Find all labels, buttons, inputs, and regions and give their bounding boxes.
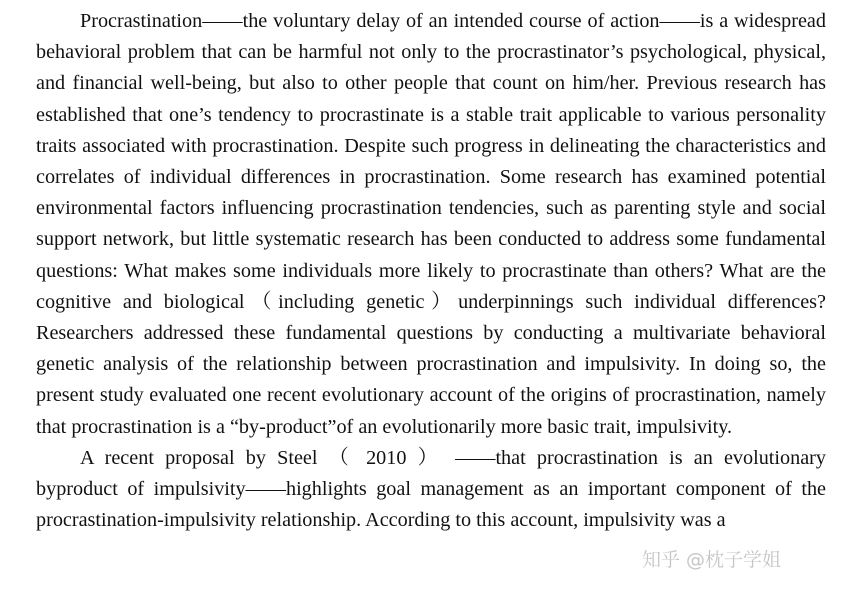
watermark: 知乎 @枕子学姐 — [642, 549, 782, 571]
paragraph-2: A recent proposal by Steel （ 2010 ） ——that procrastination is an evolutionary byproduct of impulsivity——highlights goal management as an important component of the procrastination-impulsivity relationship. According to this account, impulsivity was a — [36, 446, 826, 532]
paragraph-1: Procrastination——the voluntary delay of an intended course of action——is a widespread behavioral problem that can be harmful not only to the procrastinator’s psychological, physical, and financial well-being, but also to other people that count on him/her. Previous research has established that one’s tendency to procrastinate is a stable trait applicable to various personality traits associated with procrastination. Despite such progress in delineating the characteristics and correlates of individual differences in procrastination. Some research has examined potential environmental factors influencing procrastination tendencies, such as parenting style and social support network, but little systematic research has been conducted to address some fundamental questions: What makes some individuals more likely to procrastinate than others? What are the cognitive and biological（including genetic）underpinnings such individual differences?Researchers addressed these fundamental questions by conducting a multivariate behavioral genetic analysis of the relationship between procrastination and impulsivity. In doing so, the present study evaluated one recent evolutionary account of the origins of procrastination, namely that procrastination is a “by-product”of an evolutionarily more basic trait, impulsivity. — [36, 10, 826, 438]
document-body — [36, 6, 826, 536]
